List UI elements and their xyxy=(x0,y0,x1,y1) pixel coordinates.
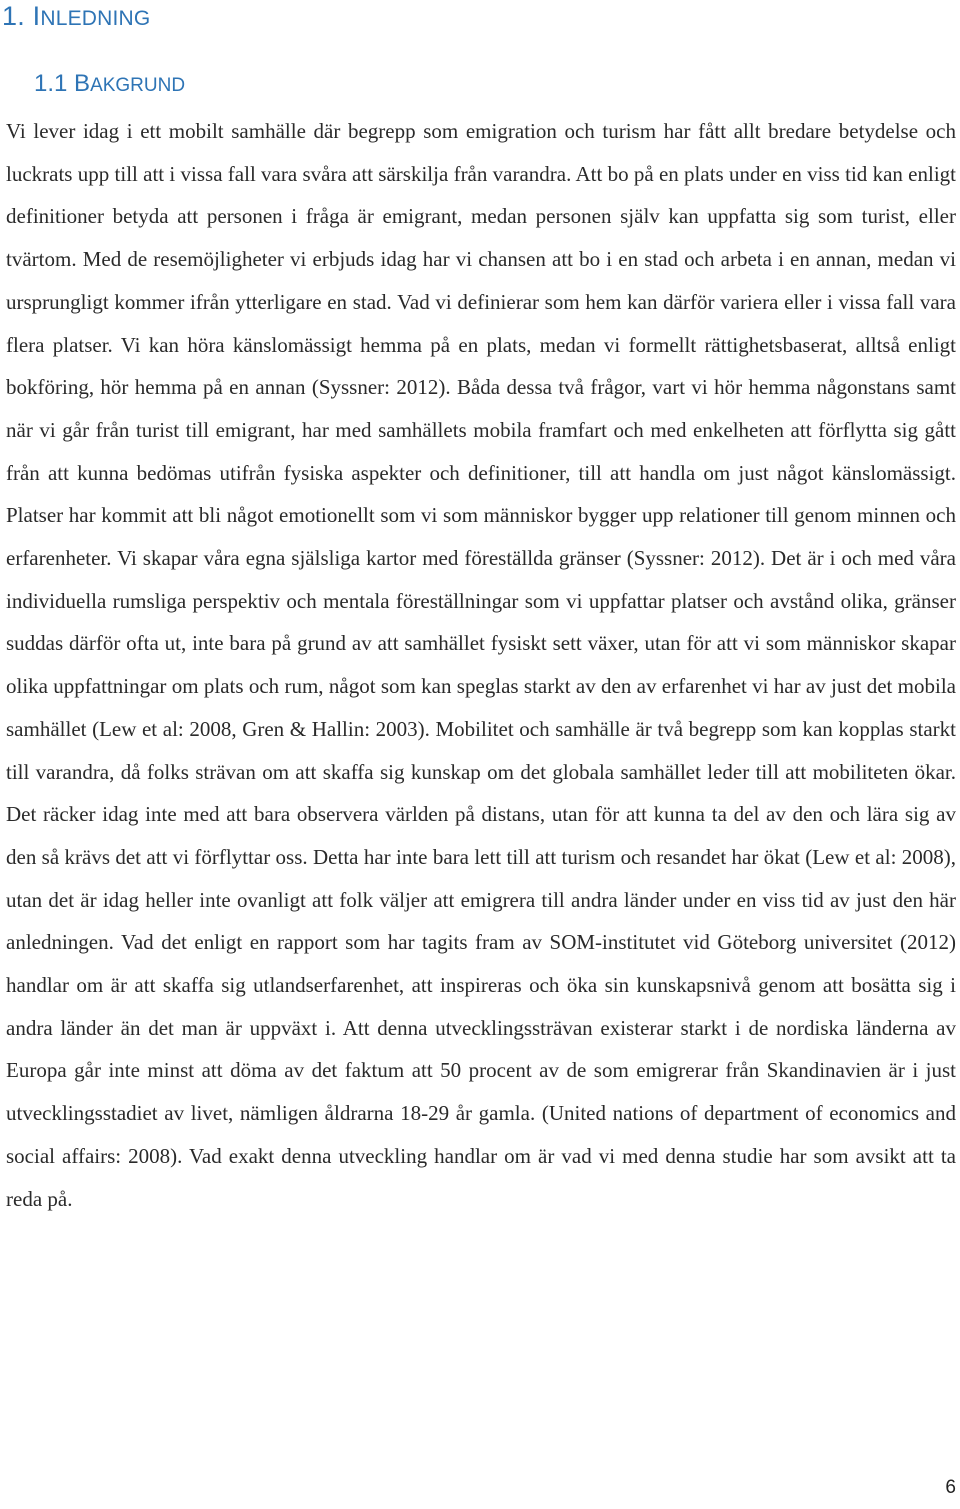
section-heading xyxy=(34,68,185,102)
chapter-title-rest: NLEDNING xyxy=(40,7,151,30)
chapter-title-initial: I xyxy=(32,1,41,31)
body-paragraph: Vi lever idag i ett mobilt samhälle där begrepp som emigration och turism har fått allt bredare betydelse och luckrats upp till att i vissa fall vara svåra att särskilja från varandra. Att bo på en plats under en viss tid kan enligt definitioner betyda att personen i fråga är emigrant, medan personen själv kan uppfatta sig som turist, eller tvärtom. Med de resemöjligheter vi erbjuds idag har vi chansen att bo i en stad och arbeta i en annan, medan vi ursprungligt kommer ifrån ytterligare en stad. Vad vi definierar som hem kan därför variera eller i vissa fall vara flera platser. Vi kan höra känslomässigt hemma på en plats, medan vi formellt rättighetsbaserat, alltså enligt bokföring, hör hemma på en annan (Syssner: 2012). Båda dessa två frågor, vart vi hör hemma någonstans samt när vi går från turist till emigrant, har med samhällets mobila framfart och med enkelheten att förflytta sig gått från att kunna bedömas utifrån fysiska aspekter och definitioner, till att handla om just något känslomässigt. Platser har kommit att bli något emotionellt som vi som människor bygger upp relationer till genom minnen och erfarenheter. Vi skapar våra egna själsliga kartor med föreställda gränser (Syssner: 2012). Det är i och med våra individuella rumsliga perspektiv och mentala föreställningar som vi uppfattar platser och avstånd olika, gränser suddas därför ofta ut, inte bara på grund av att samhället fysiskt sett växer, utan för att vi som människor skapar olika uppfattningar om plats och rum, något som kan speglas starkt av den av erfarenhet vi har av just det mobila samhället (Lew et al: 2008, Gren & Hallin: 2003). Mobilitet och samhälle är två begrepp som kan kopplas starkt till varandra, då folks strävan om att skaffa sig kunskap om det globala samhället leder till att mobiliteten ökar. Det räcker idag inte med att bara observera världen på distans, utan för att kunna ta del av den och lära sig av den så krävs det att vi förflyttar oss. Detta har inte bara lett till att turism och resandet har ökat (Lew et al: 2008), utan det är idag heller inte ovanligt att folk väljer att emigrera till andra länder under en viss tid av just den här anledningen. Vad det enligt en rapport som har tagits fram av SOM-institutet vid Göteborg universitet (2012) handlar om är att skaffa sig utlandserfarenhet, att inspireras och öka sin kunskapsnivå genom att bosätta sig i andra länder än det man är uppväxt i. Att denna utvecklingssträvan existerar starkt i de nordiska länderna av Europa går inte minst att döma av det faktum att 50 procent av de som emigrerar från Skandinavien är i just utvecklingsstadiet av livet, nämligen åldrarna 18-29 år gamla. (United nations of department of economics and social affairs: 2008). Vad exakt denna utveckling handlar om är vad vi med denna studie har som avsikt att ta reda på. xyxy=(6,119,956,1211)
page-number: 6 xyxy=(945,1477,956,1498)
section-number: 1.1 xyxy=(34,70,68,97)
section-title-rest: AKGRUND xyxy=(90,75,186,96)
chapter-heading xyxy=(2,0,150,35)
section-title-initial: B xyxy=(74,70,91,97)
chapter-number: 1. xyxy=(2,1,25,31)
